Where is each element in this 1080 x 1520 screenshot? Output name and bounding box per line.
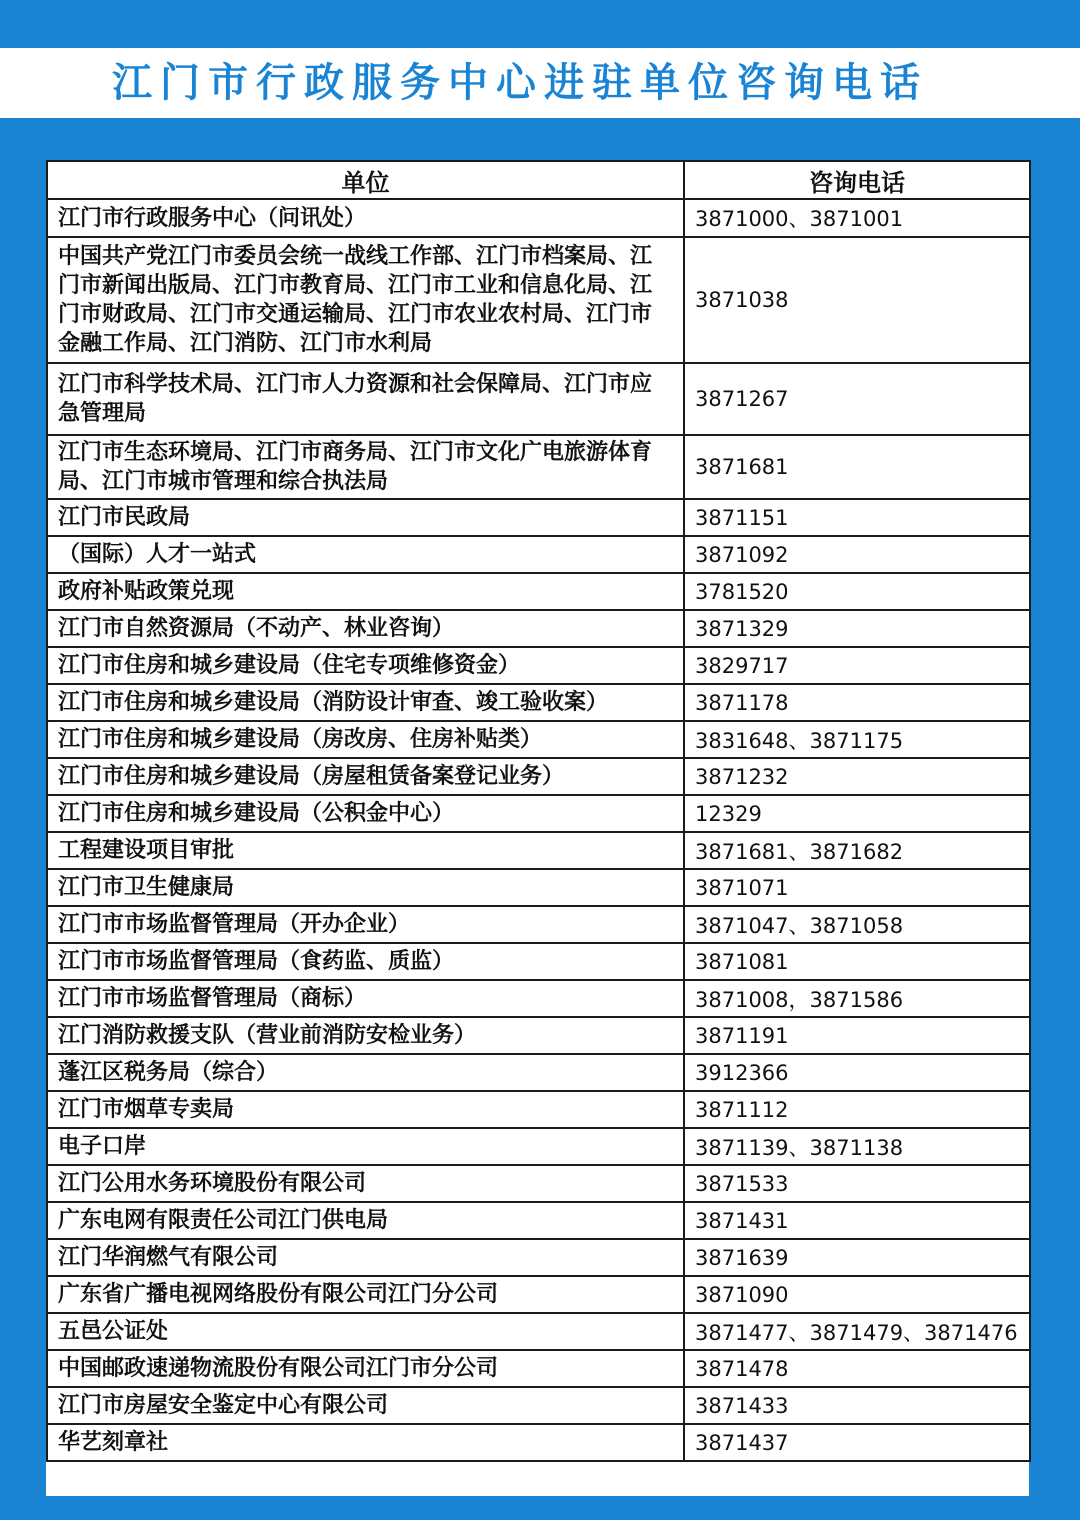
unit-cell: 江门市科学技术局、江门市人力资源和社会保障局、江门市应急管理局: [47, 363, 684, 435]
unit-cell: 江门市民政局: [47, 499, 684, 536]
table-row: [47, 1239, 1030, 1276]
phone-cell: 3871329: [684, 610, 1030, 647]
phone-cell: 3871533: [684, 1165, 1030, 1202]
unit-cell: 江门华润燃气有限公司: [47, 1239, 684, 1276]
table-row: [47, 832, 1030, 869]
phone-cell: 3871151: [684, 499, 1030, 536]
phone-cell: 3871178: [684, 684, 1030, 721]
table-row: [47, 758, 1030, 795]
unit-cell: 江门市市场监督管理局（食药监、质监）: [47, 943, 684, 980]
table-row: [47, 1387, 1030, 1424]
unit-cell: 江门市房屋安全鉴定中心有限公司: [47, 1387, 684, 1424]
phone-cell: 3871433: [684, 1387, 1030, 1424]
page-title: 江门市行政服务中心进驻单位咨询电话: [112, 60, 928, 106]
unit-cell: 江门市住房和城乡建设局（房屋租赁备案登记业务）: [47, 758, 684, 795]
unit-cell: 五邑公证处: [47, 1313, 684, 1350]
unit-cell: 江门市住房和城乡建设局（住宅专项维修资金）: [47, 647, 684, 684]
table-row: [47, 795, 1030, 832]
phone-cell: 3871639: [684, 1239, 1030, 1276]
phone-cell: 3829717: [684, 647, 1030, 684]
unit-cell: 江门公用水务环境股份有限公司: [47, 1165, 684, 1202]
table-row: [47, 684, 1030, 721]
phone-cell: 3871267: [684, 363, 1030, 435]
phone-cell: 3871071: [684, 869, 1030, 906]
phone-cell: 3871038: [684, 237, 1030, 363]
table-row: [47, 1017, 1030, 1054]
table-row: [47, 199, 1030, 237]
phone-cell: 3781520: [684, 573, 1030, 610]
phone-cell: 3871090: [684, 1276, 1030, 1313]
phone-cell: 3871092: [684, 536, 1030, 573]
phone-cell: 3831648、3871175: [684, 721, 1030, 758]
table-row: [47, 1313, 1030, 1350]
table-body: [47, 199, 1030, 1461]
table-row: [47, 906, 1030, 943]
unit-cell: 广东省广播电视网络股份有限公司江门分公司: [47, 1276, 684, 1313]
unit-cell: 江门市烟草专卖局: [47, 1091, 684, 1128]
table-row: [47, 1054, 1030, 1091]
phone-cell: 3871437: [684, 1424, 1030, 1461]
table-row: [47, 435, 1030, 499]
table-row: [47, 1350, 1030, 1387]
phone-cell: 3871008，3871586: [684, 980, 1030, 1017]
table-row: [47, 237, 1030, 363]
unit-cell: 江门市住房和城乡建设局（公积金中心）: [47, 795, 684, 832]
unit-cell: 江门市自然资源局（不动产、林业咨询）: [47, 610, 684, 647]
table-row: [47, 980, 1030, 1017]
unit-cell: 江门市卫生健康局: [47, 869, 684, 906]
contact-table: [46, 160, 1031, 1462]
unit-cell: 政府补贴政策兑现: [47, 573, 684, 610]
table-row: [47, 536, 1030, 573]
table-row: [47, 721, 1030, 758]
phone-cell: 3871232: [684, 758, 1030, 795]
table-row: [47, 943, 1030, 980]
phone-cell: 3871081: [684, 943, 1030, 980]
phone-cell: 3912366: [684, 1054, 1030, 1091]
table-row: [47, 1091, 1030, 1128]
phone-cell: 3871047、3871058: [684, 906, 1030, 943]
unit-cell: 江门市市场监督管理局（开办企业）: [47, 906, 684, 943]
unit-cell: 江门市行政服务中心（问讯处）: [47, 199, 684, 237]
phone-cell: 3871112: [684, 1091, 1030, 1128]
unit-cell: 江门市市场监督管理局（商标）: [47, 980, 684, 1017]
unit-cell: 工程建设项目审批: [47, 832, 684, 869]
phone-cell: 3871191: [684, 1017, 1030, 1054]
unit-cell: 华艺刻章社: [47, 1424, 684, 1461]
table-row: [47, 610, 1030, 647]
title-band: [0, 48, 1080, 118]
table-row: [47, 1165, 1030, 1202]
table-row: [47, 869, 1030, 906]
phone-cell: 3871478: [684, 1350, 1030, 1387]
unit-cell: 江门市住房和城乡建设局（房改房、住房补贴类）: [47, 721, 684, 758]
table-row: [47, 1202, 1030, 1239]
phone-cell: 3871477、3871479、3871476: [684, 1313, 1030, 1350]
table-row: [47, 363, 1030, 435]
phone-cell: 3871431: [684, 1202, 1030, 1239]
unit-cell: 电子口岸: [47, 1128, 684, 1165]
phone-cell: 3871139、3871138: [684, 1128, 1030, 1165]
unit-cell: （国际）人才一站式: [47, 536, 684, 573]
unit-cell: 江门消防救援支队（营业前消防安检业务）: [47, 1017, 684, 1054]
unit-cell: 中国邮政速递物流股份有限公司江门市分公司: [47, 1350, 684, 1387]
contact-table-container: [46, 160, 1029, 1496]
column-header-phone: 咨询电话: [684, 161, 1030, 199]
unit-cell: 蓬江区税务局（综合）: [47, 1054, 684, 1091]
table-row: [47, 647, 1030, 684]
unit-cell: 江门市住房和城乡建设局（消防设计审查、竣工验收案）: [47, 684, 684, 721]
table-row: [47, 573, 1030, 610]
phone-cell: 3871681、3871682: [684, 832, 1030, 869]
phone-cell: 12329: [684, 795, 1030, 832]
table-row: [47, 1276, 1030, 1313]
phone-cell: 3871681: [684, 435, 1030, 499]
table-row: [47, 1424, 1030, 1461]
unit-cell: 广东电网有限责任公司江门供电局: [47, 1202, 684, 1239]
table-row: [47, 1128, 1030, 1165]
table-header-row: [47, 161, 1030, 199]
phone-cell: 3871000、3871001: [684, 199, 1030, 237]
column-header-unit: 单位: [47, 161, 684, 199]
unit-cell: 中国共产党江门市委员会统一战线工作部、江门市档案局、江门市新闻出版局、江门市教育局、江门市工业和信息化局、江门市财政局、江门市交通运输局、江门市农业农村局、江门市金融工作局、江门消防、江门市水利局: [47, 237, 684, 363]
table-row: [47, 499, 1030, 536]
unit-cell: 江门市生态环境局、江门市商务局、江门市文化广电旅游体育局、江门市城市管理和综合执法局: [47, 435, 684, 499]
